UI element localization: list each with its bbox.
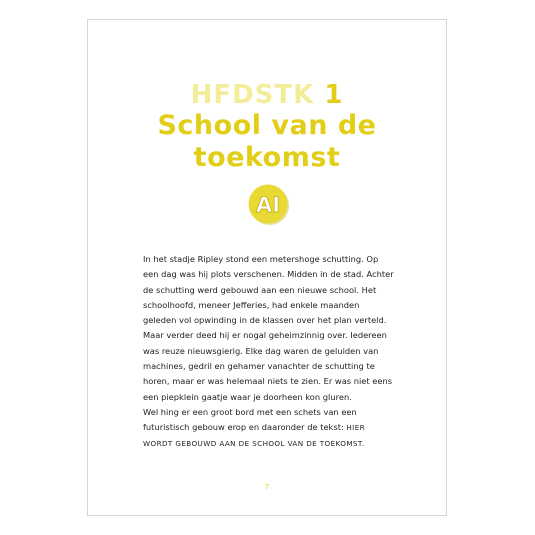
sign-text: HIER WORDT GEBOUWD AAN DE SCHOOL VAN DE TOEKOMST. bbox=[143, 423, 366, 448]
ai-badge-text: AI bbox=[255, 193, 281, 217]
chapter-number: 1 bbox=[324, 80, 344, 110]
body-text bbox=[143, 252, 395, 451]
chapter-title: School van de toekomst bbox=[157, 110, 377, 173]
chapter-label bbox=[88, 80, 446, 110]
paragraph-2 bbox=[143, 405, 395, 451]
ai-badge-icon bbox=[246, 182, 290, 226]
paragraph-1: In het stadje Ripley stond een metershoge schutting. Op een dag was hij plots verschenen. Midden in de stad. Achter de schutting werd gebouwd aan een nieuwe school. Het schoolhoofd, meneer Jefferies, had enkele maanden geleden vol opwinding in de klassen over het plan verteld. Maar verder deed hij er nogal geheimzinnig over. Iedereen was reuze nieuwsgierig. Elke dag waren de geluiden van machines, gedril en gehamer vanachter de schutting te horen, maar er was helemaal niets te zien. Er was niet eens een piepklein gaatje waar je doorheen kon gluren. bbox=[143, 254, 394, 402]
paragraph-2-intro: Wel hing er een groot bord met een schets van een futuristisch gebouw erop en daaronder de tekst: bbox=[143, 406, 357, 433]
page-number: 7 bbox=[264, 483, 270, 491]
chapter-prefix: HFDSTK bbox=[190, 80, 325, 110]
book-page bbox=[87, 19, 447, 516]
